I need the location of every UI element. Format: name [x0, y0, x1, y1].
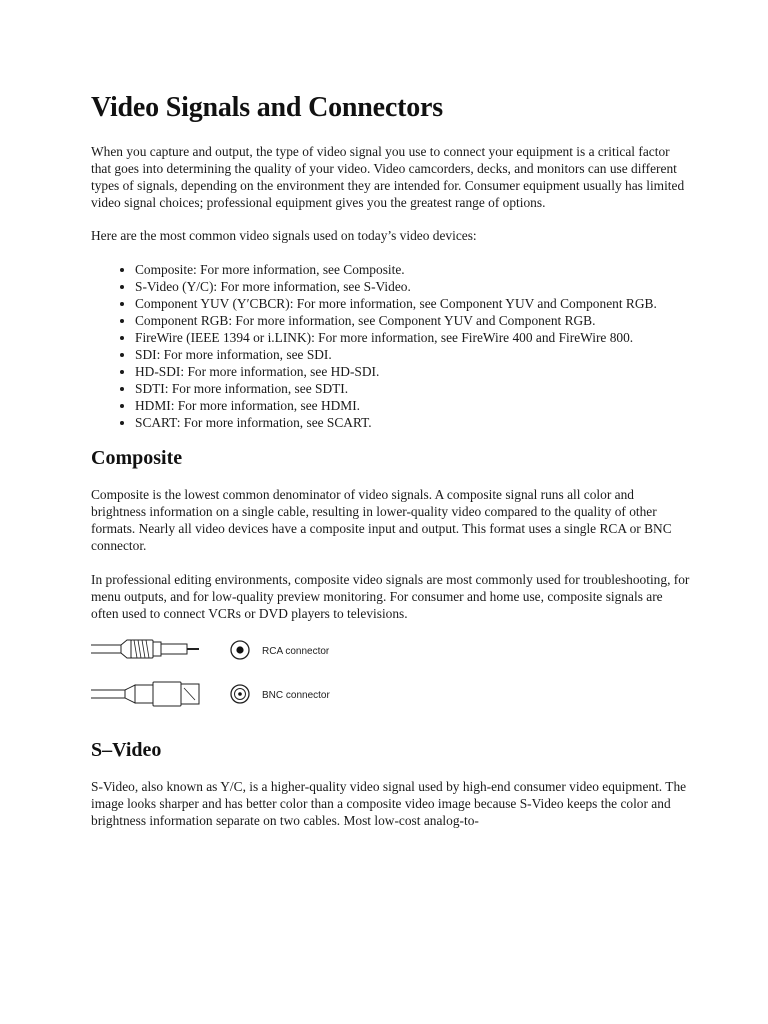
- rca-jack-icon: [231, 641, 249, 659]
- bnc-cable-icon: [91, 682, 199, 706]
- list-item: • SDI: For more information, see SDI.: [135, 346, 691, 363]
- video-signals-list: [91, 261, 691, 431]
- svideo-heading: S–Video: [91, 739, 162, 761]
- list-item: • S-Video (Y/C): For more information, see S-Video.: [135, 278, 691, 295]
- list-item: • HD-SDI: For more information, see HD-SDI.: [135, 363, 691, 380]
- list-item: • FireWire (IEEE 1394 or i.LINK): For more information, see FireWire 400 and FireWire 800.: [135, 329, 691, 346]
- list-item: • Component RGB: For more information, see Component YUV and Component RGB.: [135, 312, 691, 329]
- list-item: • Component YUV (Y′CBCR): For more information, see Component YUV and Component RGB.: [135, 295, 691, 312]
- connector-figure: [91, 632, 691, 728]
- list-item: • SDTI: For more information, see SDTI.: [135, 380, 691, 397]
- list-item: • Composite: For more information, see Composite.: [135, 261, 691, 278]
- list-item: • HDMI: For more information, see HDMI.: [135, 397, 691, 414]
- connector-illustration: [91, 632, 691, 728]
- composite-paragraph-1: Composite is the lowest common denominator of video signals. A composite signal runs all color and brightness information on a single cable, resulting in lower-quality video compared to the quality of other formats. Nearly all video devices have a composite input and output. This format uses a single RCA or BNC connector.: [91, 487, 672, 553]
- common-signals-paragraph: Here are the most common video signals used on today’s video devices:: [91, 228, 477, 243]
- intro-paragraph: When you capture and output, the type of video signal you use to connect your equipment is a critical factor that goes into determining the quality of your video. Video camcorders, decks, and monitors can use different types of signals, depending on the environment they are intended for. Consumer equipment usually has limited video signal choices; professional equipment gives you the greatest range of options.: [91, 144, 685, 210]
- list-item: • SCART: For more information, see SCART.: [135, 414, 691, 431]
- rca-connector-label: RCA connector: [262, 646, 330, 657]
- rca-cable-icon: [91, 640, 199, 658]
- svideo-paragraph-1: S-Video, also known as Y/C, is a higher-quality video signal used by high-end consumer video equipment. The image looks sharper and has better color than a composite video image because S-Video keeps the color and brightness information separate on two cables. Most low-cost analog-to-: [91, 779, 687, 828]
- bnc-connector-label: BNC connector: [262, 690, 330, 701]
- document-content: [91, 88, 691, 829]
- bnc-jack-icon: [231, 685, 249, 703]
- composite-paragraph-2: In professional editing environments, composite video signals are most commonly used for troubleshooting, for menu outputs, and for low-quality preview monitoring. For consumer and home use, composite signals are often used to connect VCRs or DVD players to televisions.: [91, 572, 690, 621]
- composite-heading: Composite: [91, 447, 183, 469]
- page-title: Video Signals and Connectors: [91, 92, 443, 123]
